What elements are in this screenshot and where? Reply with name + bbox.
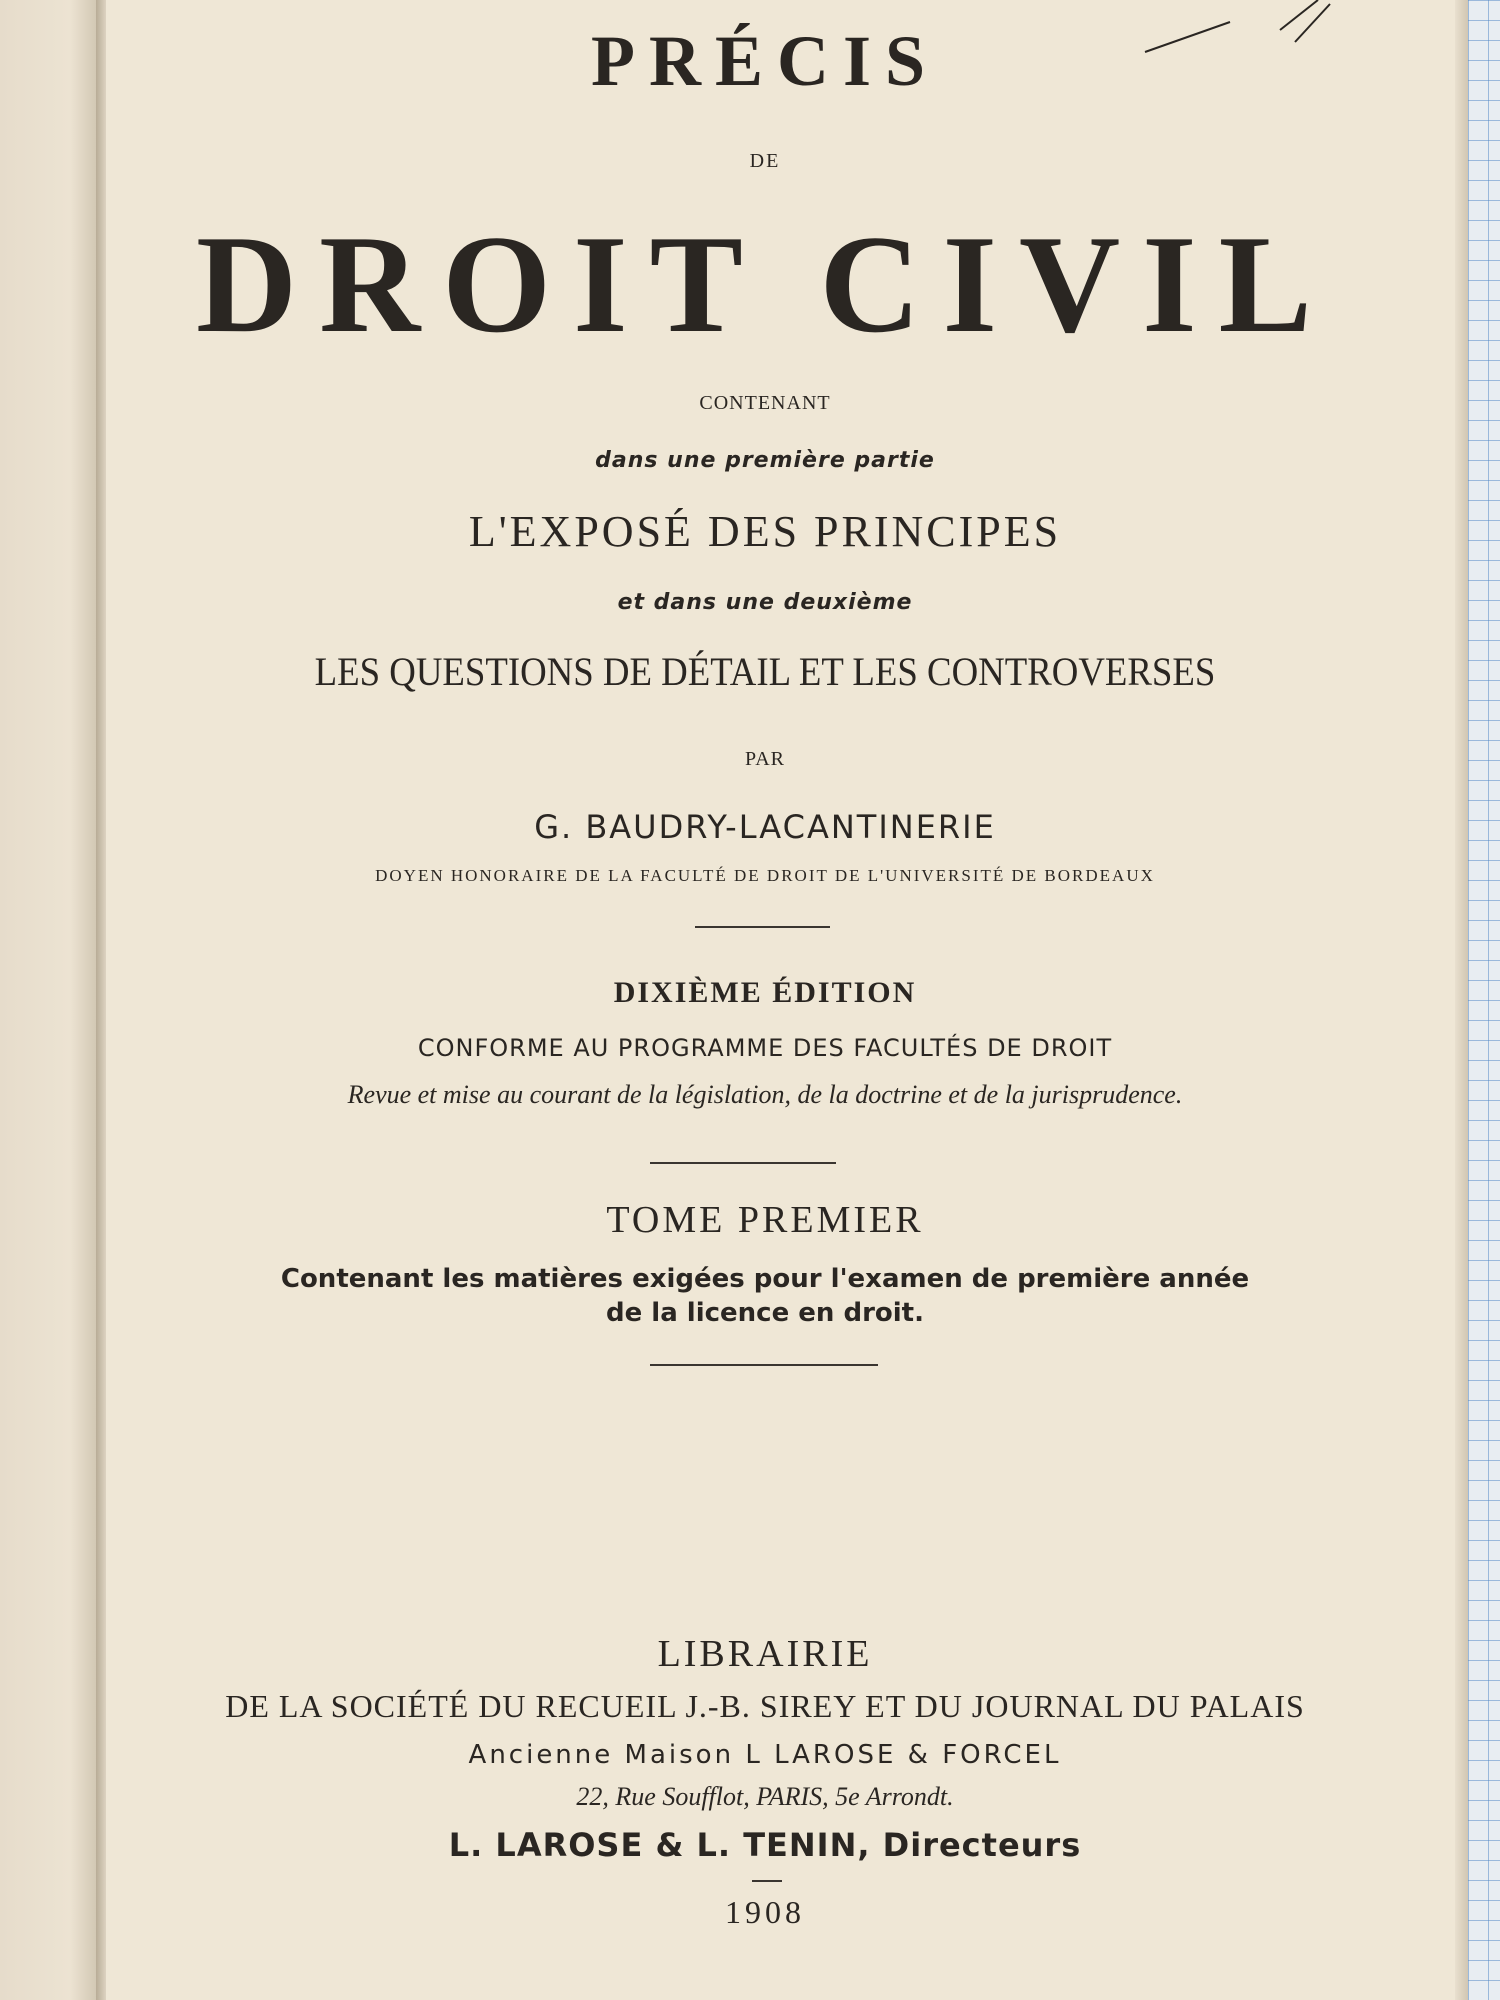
publisher-ancienne-maison: Ancienne Maison L LAROSE & FORCEL xyxy=(468,1740,1062,1770)
publisher-societe: DE LA SOCIÉTÉ DU RECUEIL J.-B. SIREY ET DU JOURNAL DU PALAIS xyxy=(225,1688,1305,1724)
premiere-partie: dans une première partie xyxy=(595,448,935,473)
book-gutter xyxy=(96,0,106,2000)
par-label: PAR xyxy=(744,748,786,770)
publisher-directeurs: L. LAROSE & L. TENIN, Directeurs xyxy=(448,1826,1082,1864)
deuxieme-partie: et dans une deuxième xyxy=(617,590,913,615)
edition: DIXIÈME ÉDITION xyxy=(613,976,917,1009)
page-edge xyxy=(1455,0,1469,2000)
grid-paper-background xyxy=(1468,0,1500,2000)
divider-rule xyxy=(752,1880,782,1882)
title-precis: PRÉCIS xyxy=(590,21,940,101)
contenant-matieres: Contenant les matières exigées pour l'examen de première année xyxy=(280,1264,1250,1294)
publisher-librairie: LIBRAIRIE xyxy=(657,1633,873,1675)
questions-controverses: LES QUESTIONS DE DÉTAIL ET LES CONTROVERSES xyxy=(314,649,1216,694)
tome-premier: TOME PREMIER xyxy=(606,1199,924,1241)
author-title: DOYEN HONORAIRE DE LA FACULTÉ DE DROIT DE L'UNIVERSITÉ DE BORDEAUX xyxy=(375,866,1155,885)
publisher-address: 22, Rue Soufflot, PARIS, 5e Arrondt. xyxy=(576,1782,954,1811)
main-title: DROIT CIVIL xyxy=(196,207,1334,362)
expose-principes: L'EXPOSÉ DES PRINCIPES xyxy=(468,507,1062,556)
publication-year: 1908 xyxy=(725,1894,805,1930)
conforme-programme: CONFORME AU PROGRAMME DES FACULTÉS DE DROIT xyxy=(417,1034,1113,1062)
author-name: G. BAUDRY-LACANTINERIE xyxy=(534,808,996,846)
revue-note: Revue et mise au courant de la législation, de la doctrine et de la jurisprudence. xyxy=(347,1080,1183,1109)
contenant-label: CONTENANT xyxy=(699,392,831,414)
divider-rule xyxy=(695,926,830,928)
title-de: DE xyxy=(749,150,781,172)
left-adjacent-page xyxy=(0,0,100,2000)
licence-droit: de la licence en droit. xyxy=(606,1298,924,1328)
divider-rule xyxy=(650,1162,836,1164)
divider-rule xyxy=(650,1364,878,1366)
